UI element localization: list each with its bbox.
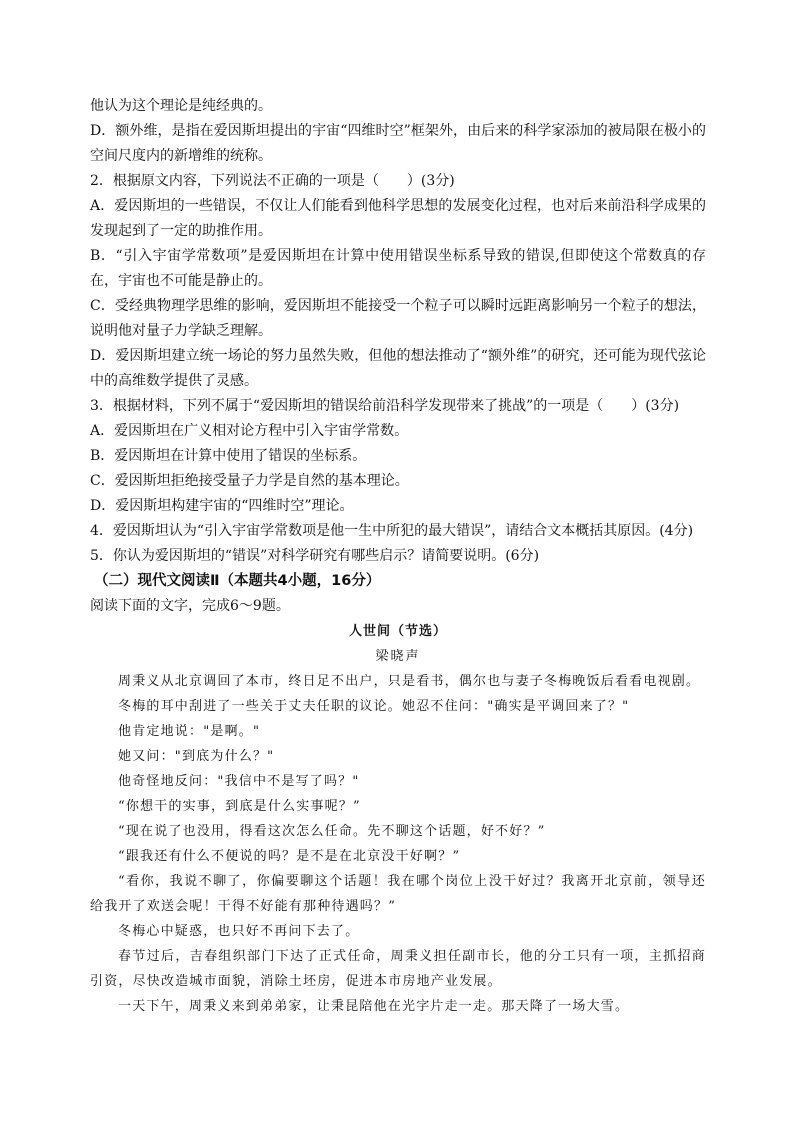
question-2-option-c: C．受经典物理学思维的影响，爱因斯坦不能接受一个粒子可以瞬时远距离影响另一个粒子的想法，说明他对量子力学缺乏理解。	[90, 298, 706, 339]
story-paragraph: “现在说了也没用，得看这次怎么任命。先不聊这个话题，好不好？”	[118, 824, 546, 839]
story-paragraph: 他肯定地说："是啊。"	[118, 724, 261, 739]
question-2-option-a: A．爱因斯坦的一些错误，不仅让人们能看到他科学思想的发展变化过程，也对后来前沿科学成果的发现起到了一定的助推作用。	[90, 198, 706, 239]
story-paragraph: 她又问："到底为什么？"	[118, 749, 275, 764]
section-instruction: 阅读下面的文字，完成6～9题。	[90, 598, 290, 614]
page-content	[90, 94, 706, 1019]
story-paragraph: 周秉义从北京调回了本市，终日足不出户，只是看书，偶尔也与妻子冬梅晚饭后看看电视剧。	[118, 674, 701, 689]
question-2-option-d: D．爱因斯坦建立统一场论的努力虽然失败，但他的想法推动了“额外维”的研究，还可能为现代弦论中的高维数学提供了灵感。	[90, 348, 706, 389]
question-2-option-b: B．“引入宇宙学常数项”是爱因斯坦在计算中使用错误坐标系导致的错误,但即使这个常数真的存在，宇宙也不可能是静止的。	[90, 248, 706, 289]
story-paragraph: 春节过后，吉春组织部门下达了正式任命，周秉义担任副市长，他的分工只有一项，主抓招商引资，尽快改造城市面貌，消除土坯房，促进本市房地产业发展。	[90, 949, 706, 989]
question-3: 3．根据材料，下列不属于“爱因斯坦的错误给前沿科学发现带来了挑战”的一项是（ ）(3分)	[90, 398, 680, 414]
story-paragraph: “看你，我说不聊了，你偏要聊这个话题！我在哪个岗位上没干好过？我离开北京前，领导还给我开了欢送会呢！干得不好能有那种待遇吗？”	[90, 874, 706, 914]
section-heading: （二）现代文阅读Ⅱ（本题共4小题，16分）	[94, 573, 381, 589]
passage-author: 梁晓声	[375, 649, 421, 664]
story-paragraph: “跟我还有什么不便说的吗？是不是在北京没干好啊？”	[118, 849, 461, 864]
question-3-option-b: B．爱因斯坦在计算中使用了错误的坐标系。	[90, 448, 367, 464]
question-3-option-a: A．爱因斯坦在广义相对论方程中引入宇宙学常数。	[90, 423, 409, 439]
question-5: 5．你认为爱因斯坦的“错误”对科学研究有哪些启示？请简要说明。(6分)	[90, 548, 540, 564]
story-paragraph: 一天下午，周秉义来到弟弟家，让秉昆陪他在光字片走一走。那天降了一场大雪。	[118, 999, 630, 1014]
passage-title: 人世间（节选）	[348, 624, 447, 639]
question-3-option-d: D．爱因斯坦构建宇宙的“四维时空”理论。	[90, 498, 354, 514]
story-paragraph: “你想干的实事，到底是什么实事呢？”	[118, 799, 361, 814]
question-2: 2．根据原文内容，下列说法不正确的一项是（ ）(3分)	[90, 173, 455, 189]
story-paragraph: 他奇怪地反问："我信中不是写了吗？"	[118, 774, 360, 789]
option-d-extra-dimension: D．额外维，是指在爱因斯坦提出的宇宙“四维时空”框架外，由后来的科学家添加的被局限在极小的空间尺度内的新增维的统称。	[90, 123, 706, 164]
question-4: 4．爱因斯坦认为“引入宇宙学常数项是他一生中所犯的最大错误”，请结合文本概括其原因。(4分)	[90, 523, 694, 539]
story-paragraph: 冬梅心中疑惑，也只好不再问下去了。	[118, 924, 360, 939]
question-3-option-c: C．爱因斯坦拒绝接受量子力学是自然的基本理论。	[90, 473, 409, 489]
text-line: 他认为这个理论是纯经典的。	[90, 98, 272, 114]
story-paragraph: 冬梅的耳中刮进了一些关于丈夫任职的议论。她忍不住问："确实是平调回来了？"	[118, 699, 630, 714]
